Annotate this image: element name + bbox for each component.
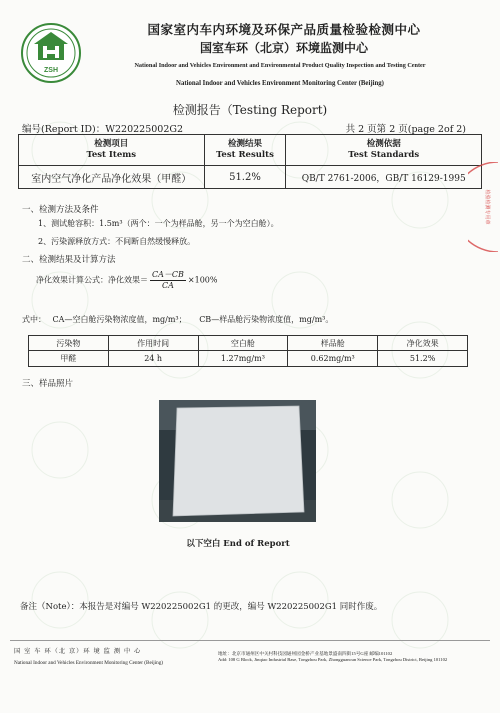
footer-address (218, 651, 488, 663)
footer-address-cn: 地址：北京市通州区中关村科技园通州园金桥产业基地景盛南四街15号G座 邮编101102 (218, 651, 393, 656)
org-name-en-2: National Indoor and Vehicles Environment Monitoring Center (Beijing) (176, 80, 384, 87)
result-header-row (29, 336, 468, 351)
cell-test-result: 51.2% (204, 166, 286, 189)
cell-sample-value: 0.62mg/m³ (288, 351, 378, 367)
formula-fraction (150, 270, 186, 291)
summary-table (18, 134, 482, 189)
legend-cb: CB—样品舱污染物浓度值，mg/m³。 (199, 315, 334, 324)
end-of-report: 以下空白 End of Report (186, 539, 290, 549)
header-duration: 作用时间 (108, 336, 198, 351)
svg-text:ZSH: ZSH (44, 67, 58, 74)
section-1-item-1: 1、测试舱容积：1.5m³（两个：一个为样品舱，另一个为空白舱）。 (38, 219, 279, 228)
cell-pollutant: 甲醛 (29, 351, 109, 367)
footer-divider (10, 640, 490, 641)
cell-test-standard: QB/T 2761-2006，GB/T 16129-1995 (286, 166, 482, 189)
section-3-title: 三、样品照片 (22, 379, 74, 389)
header-blank-chamber: 空白舱 (198, 336, 288, 351)
org-name-en-1: National Indoor and Vehicles Environment and Environmental Product Quality Inspection and Testing Center (134, 62, 426, 69)
section-1-title: 一、检测方法及条件 (22, 205, 99, 215)
official-stamp-icon (468, 162, 498, 252)
report-number: 编号(Report ID)：W220225002G2 (22, 124, 184, 135)
formula-suffix: ×100% (187, 275, 218, 285)
footer-address-en: Add: 108 G Block, Jinqiao Industrial Base, Tongzhou Park, Zhongguancun Science Park, Tongzhou District, Beijing 101102 (218, 657, 448, 662)
legend-ca: CA—空白舱污染物浓度值，mg/m³； (52, 315, 187, 324)
header-sample-chamber: 样品舱 (288, 336, 378, 351)
org-name-cn: 国家室内车内环境及环保产品质量检验检测中心 (147, 22, 421, 37)
formula-denominator: CA (162, 281, 174, 290)
cell-blank-value: 1.27mg/m³ (198, 351, 288, 367)
sample-photo (159, 400, 316, 522)
footer-org-cn: 国 室 车 环（北 京）环 境 监 测 中 心 (14, 648, 142, 655)
cell-efficiency-value: 51.2% (378, 351, 468, 367)
report-title: 检测报告（Testing Report) (172, 103, 328, 117)
report-note: 备注（Note）：本报告是对编号 W220225002G1 的更改，编号 W220225002G1 同时作废。 (20, 602, 383, 612)
page-number: 共 2 页第 2 页(page 2of 2) (345, 124, 466, 135)
formula (36, 270, 217, 291)
cell-duration: 24 h (108, 351, 198, 367)
header-test-items: 检测项目 Test Items (19, 135, 205, 166)
header-pollutant: 污染物 (29, 336, 109, 351)
result-row (29, 351, 468, 367)
section-1-item-2: 2、污染源释放方式：不间断自然缓慢释放。 (38, 237, 196, 246)
cell-test-item: 室内空气净化产品净化效果（甲醛） (19, 166, 205, 189)
summary-row (19, 166, 482, 189)
result-table (28, 335, 468, 367)
section-2-title: 二、检测结果及计算方法 (22, 255, 116, 265)
svg-text:检验检测专用章: 检验检测专用章 (484, 189, 490, 225)
legend-prefix: 式中： (22, 315, 46, 324)
formula-prefix: 净化效果计算公式：净化效果＝ (36, 275, 148, 285)
summary-header-row (19, 135, 482, 166)
footer-org-en: National Indoor and Vehicles Environment Monitoring Center (Beijing) (14, 660, 164, 666)
zsh-logo-icon (20, 22, 82, 84)
header-test-standards: 检测依据 Test Standards (286, 135, 482, 166)
formula-legend (22, 314, 333, 325)
formula-numerator: CA－CB (152, 270, 184, 279)
header-test-results: 检测结果 Test Results (204, 135, 286, 166)
header-efficiency: 净化效果 (378, 336, 468, 351)
org-name-cn-2: 国室车环（北京）环境监测中心 (199, 41, 368, 55)
